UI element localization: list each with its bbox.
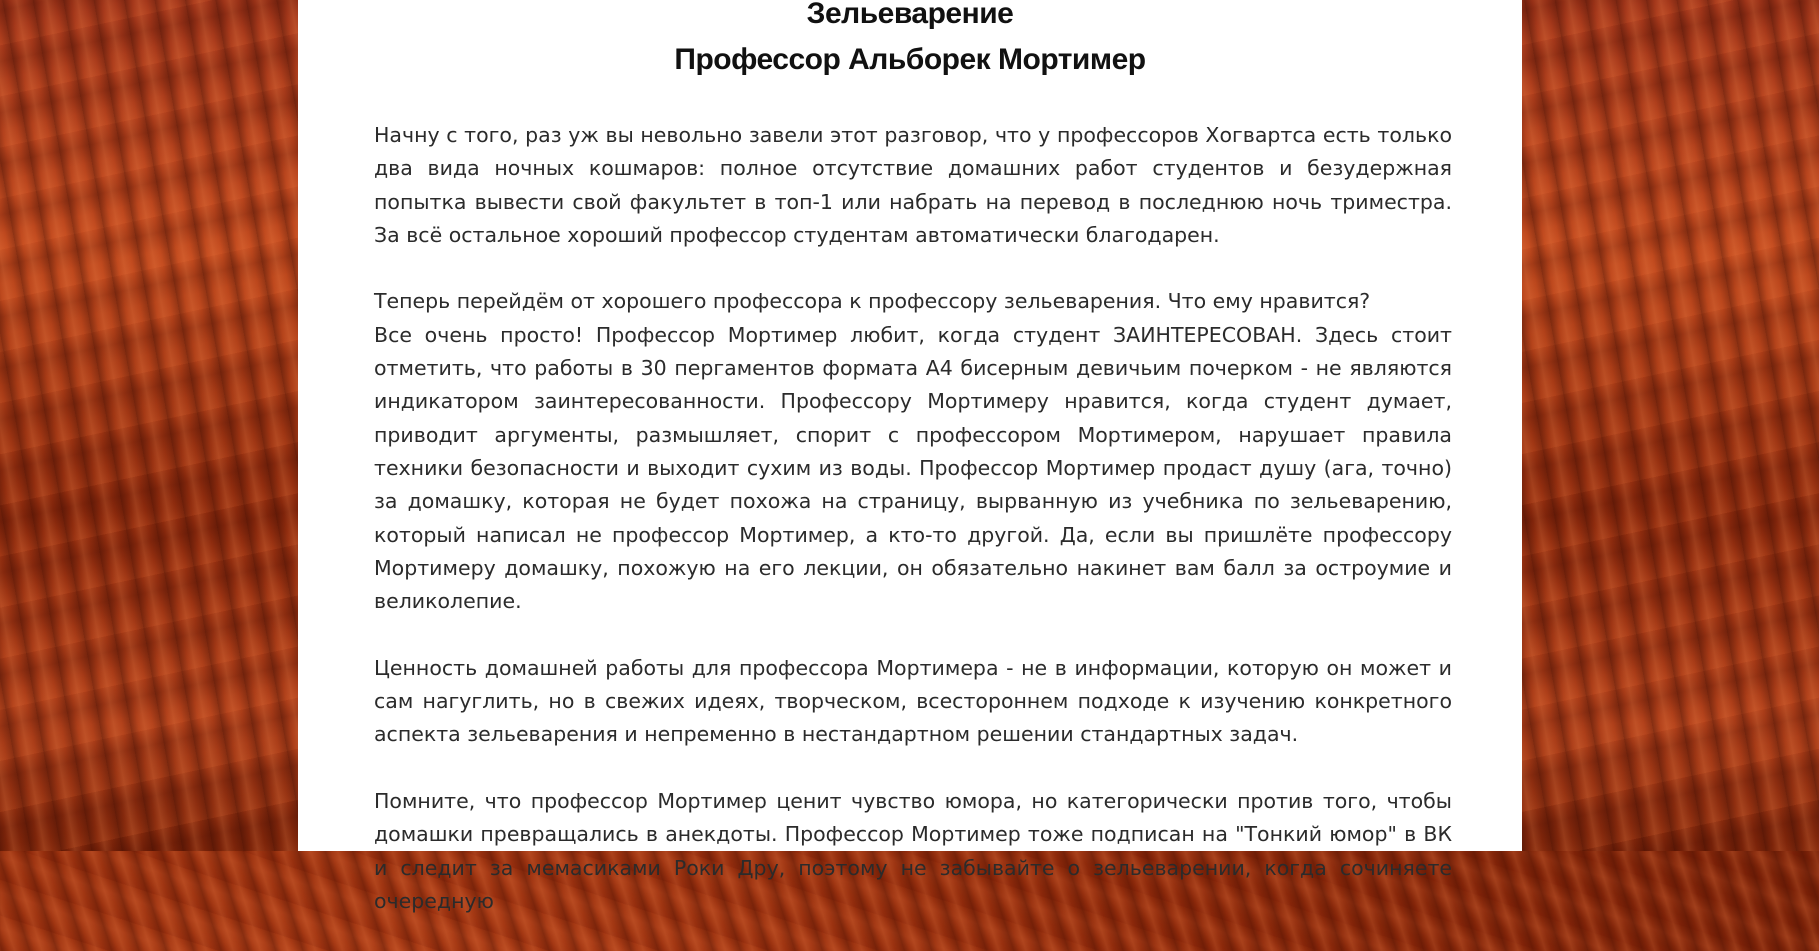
wood-background-left	[0, 0, 298, 851]
wood-background-right	[1522, 0, 1819, 851]
paragraph-humor: Помните, что профессор Мортимер ценит чувство юмора, но категорически против того, чтобы домашки превращались в анекдоты. Профессор Мортимер тоже подписан на "Тонкий юмор" в ВК и следит за мемасиками Роки Дру, поэтому не забывайте о зельеварении, когда сочиняете очередную	[374, 788, 1452, 913]
subject-title: Зельеварение	[806, 0, 1014, 30]
paragraph-interest: Все очень просто! Профессор Мортимер любит, когда студент ЗАИНТЕРЕСОВАН. Здесь стоит отметить, что работы в 30 пергаментов формата А4 бисерным девичьим почерком - не являются индикатором заинтересованности. Профессору Мортимеру нравится, когда студент думает, приводит аргументы, размышляет, спорит с профессором Мортимером, нарушает правила техники безопасности и выходит сухим из воды. Профессор Мортимер продаст душу (ага, точно) за домашку, которая не будет похожа на страницу, вырванную из учебника по зельеварению, который написал не профессор Мортимер, а кто-то другой. Да, если вы пришлёте профессору Мортимеру домашку, похожую на его лекции, он обязательно накинет вам балл за остроумие и великолепие.	[374, 322, 1452, 614]
professor-name: Профессор Альборек Мортимер	[674, 43, 1146, 76]
article-body	[374, 119, 1452, 951]
paragraph-question: Теперь перейдём от хорошего профессора к профессору зельеварения. Что ему нравится?	[374, 289, 1371, 314]
paragraph-value: Ценность домашней работы для профессора Мортимера - не в информации, которую он может и сам нагуглить, но в свежих идеях, творческом, всестороннем подходе к изучению конкретного аспекта зельеварения и непременно в нестандартном решении стандартных задач.	[374, 655, 1452, 747]
paragraph-intro: Начну с того, раз уж вы невольно завели этот разговор, что у профессоров Хогвартса есть только два вида ночных кошмаров: полное отсутствие домашних работ студентов и безудержная попытка вывести свой факультет в топ-1 или набрать на перевод в последнюю ночь триместра. За всё остальное хороший профессор студентам автоматически благодарен.	[374, 123, 1452, 247]
article-page	[298, 0, 1522, 913]
